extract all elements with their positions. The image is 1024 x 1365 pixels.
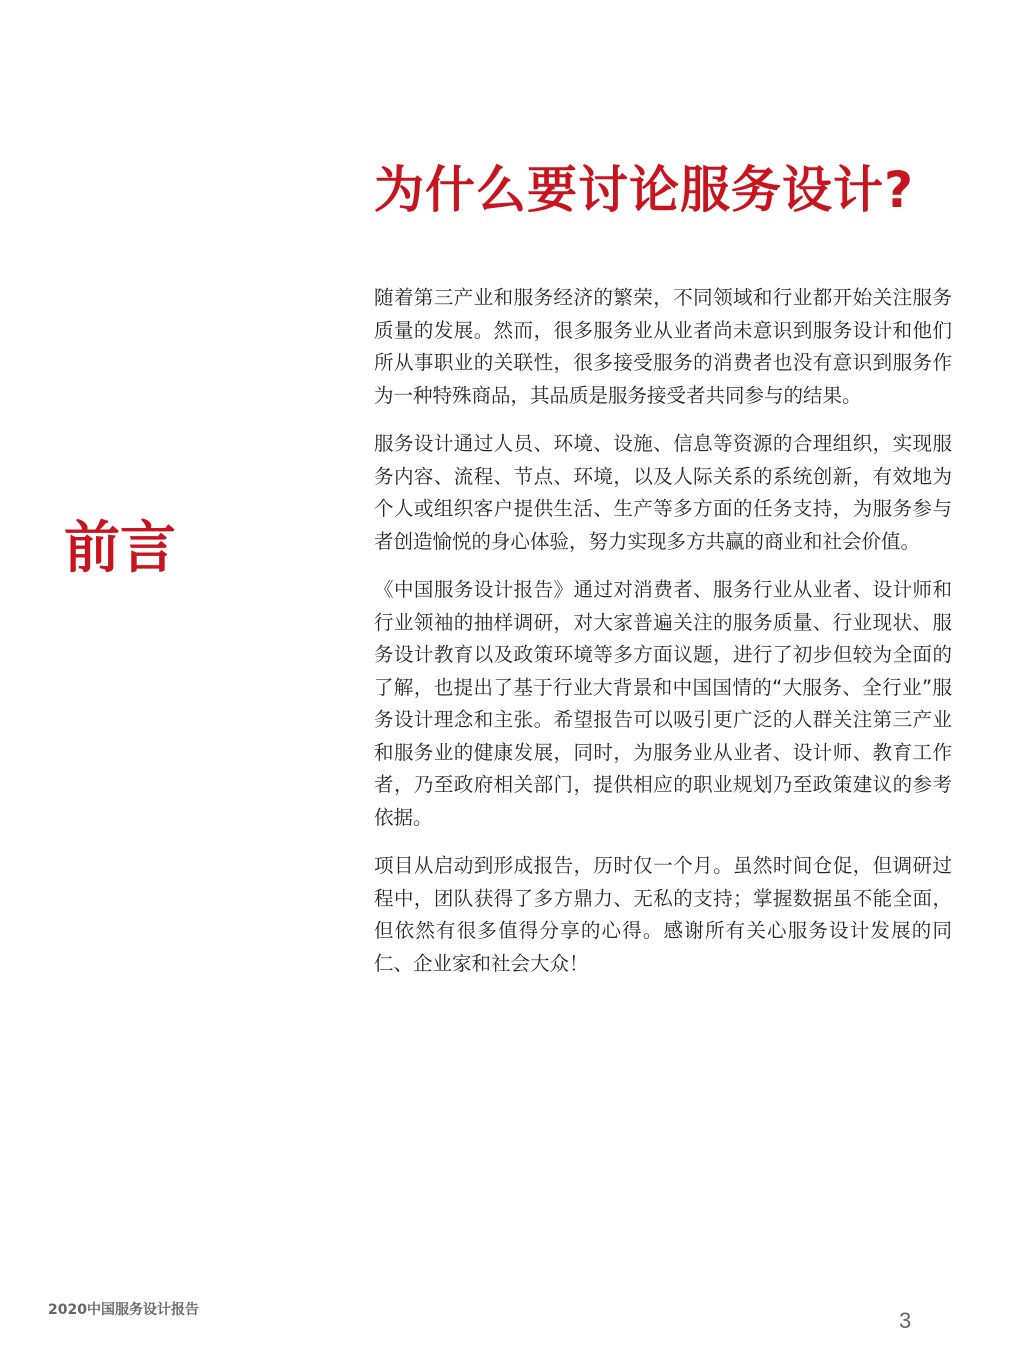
footer-report-name: 2020中国服务设计报告	[48, 1302, 199, 1318]
paragraph-3: 《中国服务设计报告》通过对消费者、服务行业从业者、设计师和行业领袖的抽样调研，对大家普遍关注的服务质量、行业现状、服务设计教育以及政策环境等多方面议题，进行了初步但较为全面的了解，也提出了基于行业大背景和中国国情的“大服务、全行业”服务设计理念和主张。希望报告可以吸引更广泛的人群关注第三产业和服务业的健康发展，同时，为服务业从业者、设计师、教育工作者，乃至政府相关部门，提供相应的职业规划乃至政策建议的参考依据。	[374, 578, 952, 829]
section-title: 前言	[64, 516, 176, 581]
body-text	[374, 282, 952, 996]
paragraph-4: 项目从启动到形成报告，历时仅一个月。虽然时间仓促，但调研过程中，团队获得了多方鼎力、无私的支持；掌握数据虽不能全面，但依然有很多值得分享的心得。感谢所有关心服务设计发展的同仁、企业家和社会大众！	[374, 854, 952, 975]
paragraph-1: 随着第三产业和服务经济的繁荣，不同领域和行业都开始关注服务质量的发展。然而，很多服务业从业者尚未意识到服务设计和他们所从事职业的关联性，很多接受服务的消费者也没有意识到服务作为一种特殊商品，其品质是服务接受者共同参与的结果。	[374, 286, 952, 407]
page-number: 3	[899, 1308, 912, 1333]
page-heading: 为什么要讨论服务设计?	[374, 161, 915, 219]
paragraph-2: 服务设计通过人员、环境、设施、信息等资源的合理组织，实现服务内容、流程、节点、环境，以及人际关系的系统创新，有效地为个人或组织客户提供生活、生产等多方面的任务支持，为服务参与者创造愉悦的身心体验，努力实现多方共赢的商业和社会价值。	[374, 432, 952, 553]
